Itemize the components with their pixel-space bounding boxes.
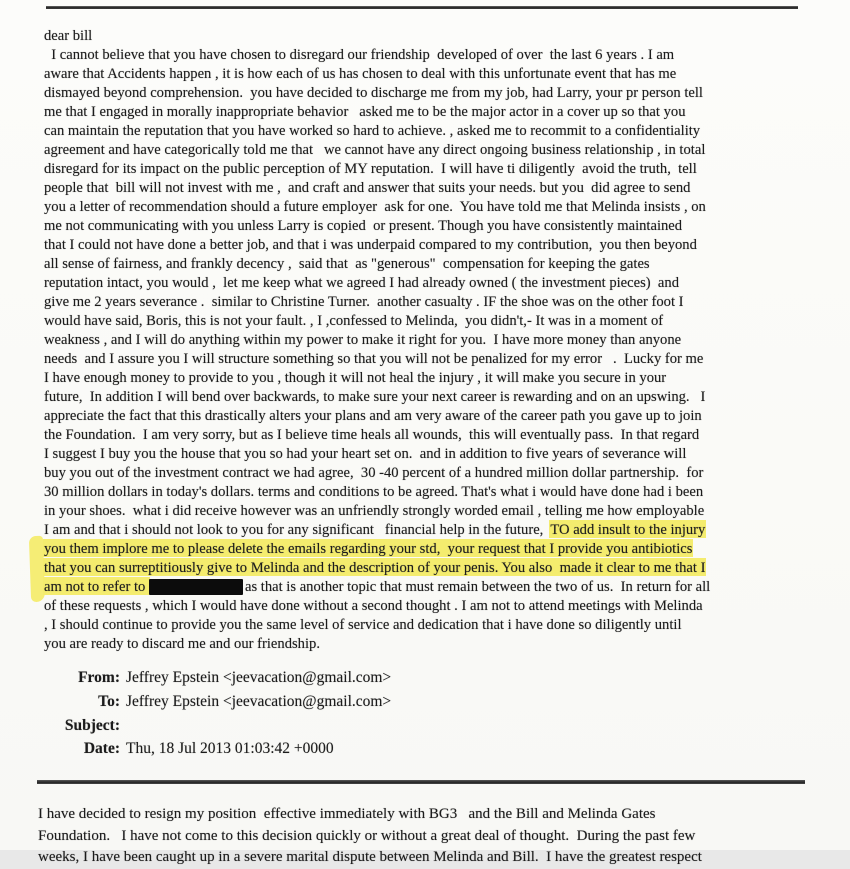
letter-text: dear bill bbox=[44, 28, 93, 44]
header-label: From: bbox=[78, 669, 120, 686]
letter-text: can maintain the reputation that you have worked so hard to achieve. , asked me to recommit to a confidentiality bbox=[44, 123, 701, 139]
letter-body bbox=[44, 27, 844, 654]
top-divider-rule bbox=[46, 6, 798, 9]
letter-text: you are ready to discard me and our friendship. bbox=[44, 636, 320, 652]
footer-line: Foundation. I have not come to this decision quickly or without a great deal of thought. During the past few bbox=[38, 827, 696, 844]
letter-line bbox=[44, 616, 844, 635]
letter-text: agreement and have categorically told me that we cannot have any direct ongoing business relationship , in total bbox=[44, 142, 706, 158]
letter-line bbox=[44, 445, 844, 464]
letter-text: dismayed beyond comprehension. you have decided to discharge me from my job, had Larry, your pr person tell bbox=[44, 85, 703, 101]
letter-line bbox=[44, 483, 844, 502]
letter-line bbox=[44, 350, 844, 369]
redaction-bar bbox=[149, 579, 243, 595]
letter-line bbox=[44, 559, 844, 578]
highlighted-text: am not to refer to bbox=[44, 579, 149, 595]
letter-text: needs and I assure you I will structure something so that you will not be penalized for my error . Lucky for me bbox=[44, 351, 704, 367]
header-value bbox=[120, 714, 126, 738]
letter-line bbox=[44, 141, 844, 160]
letter-text: me not communicating with you unless Larry is copied or present. Though you have consistently maintained bbox=[44, 218, 683, 234]
letter-line bbox=[44, 179, 844, 198]
header-row-from bbox=[44, 666, 391, 690]
letter-text: reputation intact, you would , let me keep what we agreed I had already owned ( the investment pieces) and bbox=[44, 275, 680, 291]
header-row-date bbox=[44, 737, 391, 761]
letter-line bbox=[44, 65, 844, 84]
letter-text: future, In addition I will bend over backwards, to make sure your next career is rewarding and on an upswing. I bbox=[44, 389, 706, 405]
email-headers bbox=[44, 666, 391, 761]
letter-text: that I could not have done a better job, and that i was underpaid compared to my contribution, you then beyond bbox=[44, 237, 697, 253]
header-value: Thu, 18 Jul 2013 01:03:42 +0000 bbox=[126, 740, 334, 758]
highlighter-smear bbox=[29, 536, 45, 602]
header-value: Jeffrey Epstein <jeevacation@gmail.com> bbox=[126, 692, 392, 710]
highlighted-text: that you can surreptitiously give to Melinda and the description of your penis. You also made it clear to me that I bbox=[44, 560, 706, 576]
letter-line bbox=[44, 597, 844, 616]
letter-line bbox=[44, 369, 844, 388]
letter-line bbox=[44, 122, 844, 141]
letter-text: buy you out of the investment contract we had agree, 30 -40 percent of a hundred million dollar partnership. for bbox=[44, 465, 704, 481]
letter-line bbox=[44, 293, 844, 312]
letter-line bbox=[44, 198, 844, 217]
letter-line bbox=[44, 84, 844, 103]
header-label: To: bbox=[98, 692, 120, 710]
letter-text: disregard for its impact on the public perception of MY reputation. I will have ti diligently avoid the truth, tell bbox=[44, 161, 697, 177]
letter-text: I have enough money to provide to you , though it will not heal the injury , it will make you secure in your bbox=[44, 370, 667, 386]
highlighted-text: TO add insult to the injury bbox=[550, 522, 706, 538]
letter-line bbox=[44, 502, 844, 521]
letter-text: all sense of fairness, and frankly decency , said that as "generous" compensation for keeping the gates bbox=[44, 256, 650, 272]
letter-line bbox=[44, 331, 844, 350]
letter-line bbox=[44, 217, 844, 236]
letter-line bbox=[44, 274, 844, 293]
header-row-to bbox=[44, 690, 391, 714]
letter-text: I cannot believe that you have chosen to disregard our friendship developed of over the last 6 years . I am bbox=[44, 47, 675, 63]
letter-text: me that I engaged in morally inappropriate behavior asked me to be the major actor in a cover up so that you bbox=[44, 104, 686, 120]
letter-text: the Foundation. I am very sorry, but as I believe time heals all wounds, this will eventually pass. In that regard bbox=[44, 427, 700, 443]
letter-line bbox=[44, 160, 844, 179]
header-label: Subject: bbox=[64, 716, 120, 734]
letter-line bbox=[44, 312, 844, 331]
letter-line bbox=[44, 236, 844, 255]
header-value: Jeffrey Epstein <jeevacation@gmail.com> bbox=[126, 669, 392, 686]
letter-line bbox=[44, 635, 844, 654]
letter-line bbox=[44, 388, 844, 407]
letter-text: of these requests , which I would have done without a second thought . I am not to attend meetings with Melinda bbox=[44, 598, 703, 614]
letter-line bbox=[44, 578, 844, 597]
letter-text: weakness , and I will do anything within my power to make it right for you. I have more money than anyone bbox=[44, 332, 682, 348]
highlighted-text: you them implore me to please delete the emails regarding your std, your request that I provide you antibiotics bbox=[44, 541, 693, 557]
letter-text: as that is another topic that must remain between the two of us. In return for all bbox=[244, 579, 711, 595]
letter-text: aware that Accidents happen , it is how each of us has chosen to deal with this unfortunate event that has me bbox=[44, 66, 677, 82]
letter-line bbox=[44, 540, 844, 559]
letter-line bbox=[44, 407, 844, 426]
section-divider-rule bbox=[37, 780, 805, 784]
header-label: Date: bbox=[83, 740, 120, 758]
letter-text: would have said, Boris, this is not your fault. , I ,confessed to Melinda, you didn't,- It was in a moment of bbox=[44, 313, 664, 329]
letter-line bbox=[44, 46, 844, 65]
letter-text: I am and that i should not look to you for any significant financial help in the future, bbox=[44, 522, 551, 538]
letter-line bbox=[44, 255, 844, 274]
letter-line bbox=[44, 27, 844, 46]
letter-text: , I should continue to provide you the same level of service and dedication that i have done so diligently until bbox=[44, 617, 682, 633]
letter-line bbox=[44, 521, 844, 540]
letter-text: give me 2 years severance . similar to Christine Turner. another casualty . IF the shoe was on the other foot I bbox=[44, 294, 684, 310]
letter-text: appreciate the fact that this drastically alters your plans and am very aware of the career path you gave up to join bbox=[44, 408, 702, 424]
resignation-paragraph bbox=[38, 804, 838, 869]
letter-text: in your shoes. what i did receive however was an unfriendly strongly worded email , telling me how employable bbox=[44, 503, 705, 519]
footer-line: I have decided to resign my position effective immediately with BG3 and the Bill and Melinda Gates bbox=[38, 806, 656, 822]
letter-line bbox=[44, 426, 844, 445]
letter-line bbox=[44, 464, 844, 483]
header-row-subject bbox=[44, 714, 391, 738]
letter-text: 30 million dollars in today's dollars. terms and conditions to be agreed. That's what i would have done had i been bbox=[44, 484, 704, 500]
footer-line: weeks, I have been caught up in a severe marital dispute between Melinda and Bill. I have the greatest respect bbox=[38, 849, 702, 865]
letter-text: people that bill will not invest with me , and craft and answer that suits your needs. but you did agree to send bbox=[44, 180, 691, 196]
letter-line bbox=[44, 103, 844, 122]
letter-text: you a letter of recommendation should a future employer ask for one. You have told me that Melinda insists , on bbox=[44, 199, 706, 215]
letter-text: I suggest I buy you the house that you so had your heart set on. and in addition to five years of severance will bbox=[44, 446, 687, 462]
